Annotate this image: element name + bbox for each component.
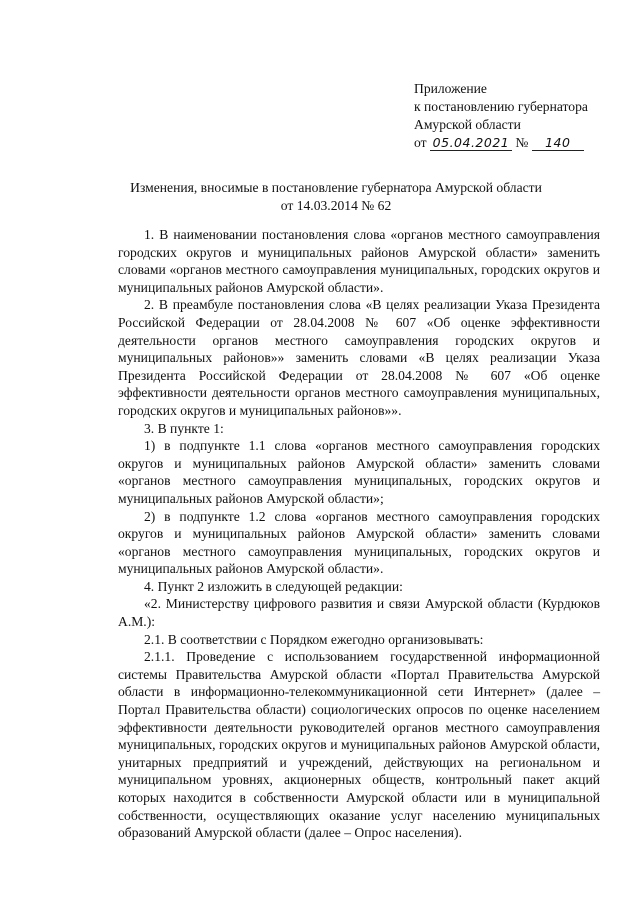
document-title <box>60 179 612 215</box>
paragraph-2-1: 2.1. В соответствии с Порядком ежегодно организовывать: <box>144 631 484 647</box>
paragraph-4: 4. Пункт 2 изложить в следующей редакции: <box>144 578 403 594</box>
handwritten-number: 140 <box>532 135 584 151</box>
paragraph-1: 1. В наименовании постановления слова «органов местного самоуправления городских округов и муниципальных районов Амурской области» заменить словами «органов местного самоуправления муниципальных, городских округов и муниципальных районов Амурской области». <box>118 227 600 295</box>
appendix-ref-line: к постановлению губернатора <box>414 99 588 114</box>
title-line-2: от 14.03.2014 № 62 <box>280 198 392 213</box>
number-label: № <box>515 135 529 150</box>
title-line-1: Изменения, вносимые в постановление губернатора Амурской области <box>130 180 542 195</box>
appendix-region-line: Амурской области <box>414 117 521 132</box>
document-body <box>118 226 600 842</box>
paragraph-2-1-1: 2.1.1. Проведение с использованием государственной информационной системы Правительства Амурской области «Портал Правительства Амурской области в информационно-телекоммуникационной сети Интернет» (далее – Портал Правительства области) социологических опросов по оценке населением эффективности деятельности руководителей органов местного самоуправления муниципальных, городских округов и муниципальных районов Амурской области, унитарных предприятий и учреждений, действующих на региональном и муниципальном уровнях, акционерных обществ, контрольный пакет акций которых находится в собственности Амурской области или в муниципальной собственности, осуществляющих оказание услуг населению муниципальных образований Амурской области (далее – Опрос населения). <box>118 649 600 841</box>
paragraph-3-2: 2) в подпункте 1.2 слова «органов местного самоуправления городских округов и муниципальных районов Амурской области» заменить словами «органов местного самоуправления муниципальных, городских округов и муниципальных районов Амурской области». <box>118 508 600 577</box>
appendix-title: Приложение <box>414 81 487 96</box>
appendix-date-number-line <box>414 134 588 152</box>
from-label: от <box>414 135 427 150</box>
paragraph-2: 2. В преамбуле постановления слова «В целях реализации Указа Президента Российской Федерации от 28.04.2008 № 607 «Об оценке эффективности деятельности органов местного самоуправления городских округов и муниципальных районов»» заменить словами «В целях реализации Указа Президента Российской Федерации от 28.04.2008 № 607 «Об оценке эффективности деятельности органов местного самоуправления муниципальных, городских округов и муниципальных районов»». <box>118 297 600 418</box>
paragraph-3: 3. В пункте 1: <box>144 420 224 436</box>
handwritten-date: 05.04.2021 <box>430 135 512 151</box>
paragraph-3-1: 1) в подпункте 1.1 слова «органов местного самоуправления городских округов и муниципальных районов Амурской области» заменить словами «органов местного самоуправления муниципальных, городских округов и муниципальных районов Амурской области»; <box>118 438 600 506</box>
paragraph-4-point-2: «2. Министерству цифрового развития и связи Амурской области (Курдюков А.М.): <box>118 596 600 630</box>
appendix-header <box>414 80 588 152</box>
